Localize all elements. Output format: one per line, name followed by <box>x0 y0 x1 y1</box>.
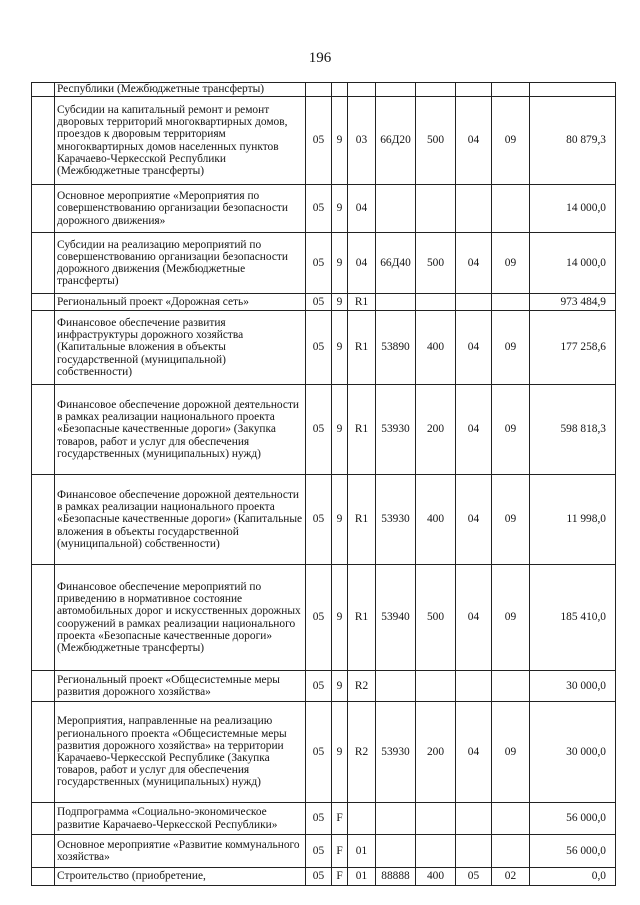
item-name-cell: Подпрограмма «Социально-экономическое развитие Карачаево-Черкесской Республики» <box>55 803 306 835</box>
code-cell <box>456 294 492 311</box>
code-cell: R1 <box>348 565 376 671</box>
code-cell: 04 <box>348 185 376 233</box>
page-number: 196 <box>308 50 332 66</box>
code-cell: 09 <box>492 385 530 475</box>
code-cell: 9 <box>332 565 348 671</box>
code-cell <box>492 294 530 311</box>
code-cell: 05 <box>456 868 492 886</box>
code-cell <box>376 83 416 97</box>
code-cell: 05 <box>306 835 332 868</box>
item-name-cell: Субсидии на капитальный ремонт и ремонт дворовых территорий многоквартирных домов, проездов к дворовым территориям многоквартирных домов населенных пунктов Карачаево-Черкесской Республики (Межбюджетные трансферты) <box>55 97 306 185</box>
code-cell: 09 <box>492 233 530 294</box>
code-cell: 9 <box>332 294 348 311</box>
table-row <box>32 803 616 835</box>
code-cell: 05 <box>306 671 332 702</box>
code-cell: 66Д40 <box>376 233 416 294</box>
code-cell: 05 <box>306 185 332 233</box>
table-row <box>32 311 616 385</box>
code-cell <box>492 185 530 233</box>
code-cell: 9 <box>332 311 348 385</box>
code-cell: 53930 <box>376 702 416 803</box>
code-cell: R1 <box>348 475 376 565</box>
amount-cell: 56 000,0 <box>530 803 616 835</box>
code-cell: 400 <box>416 311 456 385</box>
code-cell: 01 <box>348 868 376 886</box>
code-cell: 05 <box>306 868 332 886</box>
item-name-cell: Субсидии на реализацию мероприятий по совершенствованию организации безопасности дорожного движения (Межбюджетные трансферты) <box>55 233 306 294</box>
amount-cell: 0,0 <box>530 868 616 886</box>
item-name-cell: Основное мероприятие «Мероприятия по совершенствованию организации безопасности дорожного движения» <box>55 185 306 233</box>
code-cell: 500 <box>416 233 456 294</box>
code-cell <box>348 803 376 835</box>
index-cell <box>32 702 55 803</box>
code-cell <box>376 185 416 233</box>
code-cell: R1 <box>348 385 376 475</box>
index-cell <box>32 868 55 886</box>
amount-cell: 177 258,6 <box>530 311 616 385</box>
table-row <box>32 835 616 868</box>
code-cell: R1 <box>348 311 376 385</box>
table-row <box>32 97 616 185</box>
index-cell <box>32 385 55 475</box>
code-cell <box>456 803 492 835</box>
code-cell: 04 <box>456 565 492 671</box>
code-cell: 53930 <box>376 385 416 475</box>
table-row <box>32 671 616 702</box>
code-cell: 05 <box>306 803 332 835</box>
table-row <box>32 233 616 294</box>
code-cell <box>332 83 348 97</box>
code-cell: 09 <box>492 475 530 565</box>
code-cell <box>376 835 416 868</box>
code-cell: 04 <box>456 385 492 475</box>
item-name-cell: Мероприятия, направленные на реализацию регионального проекта «Общесистемные меры развития дорожного хозяйства» на территории Карачаево-Черкесской Республике (Закупка товаров, работ и услуг для обеспечения государственных (муниципальных) нужд) <box>55 702 306 803</box>
code-cell <box>492 835 530 868</box>
table-body <box>32 83 616 886</box>
code-cell: 05 <box>306 294 332 311</box>
code-cell: 9 <box>332 702 348 803</box>
code-cell: 05 <box>306 233 332 294</box>
index-cell <box>32 233 55 294</box>
code-cell: R1 <box>348 294 376 311</box>
item-name-cell: Республики (Межбюджетные трансферты) <box>55 83 306 97</box>
code-cell: 400 <box>416 868 456 886</box>
code-cell: 200 <box>416 702 456 803</box>
code-cell <box>456 185 492 233</box>
code-cell: 04 <box>456 475 492 565</box>
item-name-cell: Региональный проект «Общесистемные меры развития дорожного хозяйства» <box>55 671 306 702</box>
code-cell: 9 <box>332 233 348 294</box>
code-cell: 05 <box>306 475 332 565</box>
index-cell <box>32 565 55 671</box>
amount-cell: 30 000,0 <box>530 702 616 803</box>
table-row <box>32 294 616 311</box>
code-cell: R2 <box>348 702 376 803</box>
amount-cell: 185 410,0 <box>530 565 616 671</box>
item-name-cell: Финансовое обеспечение мероприятий по приведению в нормативное состояние автомобильных дорог и искусственных дорожных сооружений в рамках реализации национального проекта «Безопасные качественные дороги» (Межбюджетные трансферты) <box>55 565 306 671</box>
code-cell: 04 <box>456 233 492 294</box>
code-cell <box>492 671 530 702</box>
code-cell: 66Д20 <box>376 97 416 185</box>
code-cell: 9 <box>332 185 348 233</box>
code-cell: F <box>332 868 348 886</box>
code-cell <box>456 83 492 97</box>
amount-cell: 56 000,0 <box>530 835 616 868</box>
table-row <box>32 702 616 803</box>
code-cell <box>416 803 456 835</box>
item-name-cell: Региональный проект «Дорожная сеть» <box>55 294 306 311</box>
code-cell: 04 <box>348 233 376 294</box>
amount-cell <box>530 83 616 97</box>
code-cell: 09 <box>492 565 530 671</box>
code-cell: 04 <box>456 702 492 803</box>
code-cell: 03 <box>348 97 376 185</box>
code-cell: 9 <box>332 97 348 185</box>
code-cell: 9 <box>332 475 348 565</box>
code-cell <box>416 294 456 311</box>
code-cell <box>416 185 456 233</box>
code-cell: R2 <box>348 671 376 702</box>
amount-cell: 80 879,3 <box>530 97 616 185</box>
code-cell: 09 <box>492 311 530 385</box>
code-cell: 05 <box>306 97 332 185</box>
amount-cell: 973 484,9 <box>530 294 616 311</box>
item-name-cell: Строительство (приобретение, <box>55 868 306 886</box>
code-cell <box>492 803 530 835</box>
index-cell <box>32 294 55 311</box>
item-name-cell: Финансовое обеспечение развития инфраструктуры дорожного хозяйства (Капитальные вложения в объекты государственной (муниципальной) собственности) <box>55 311 306 385</box>
amount-cell: 30 000,0 <box>530 671 616 702</box>
table-row <box>32 475 616 565</box>
code-cell: 500 <box>416 565 456 671</box>
code-cell: 05 <box>306 565 332 671</box>
index-cell <box>32 185 55 233</box>
code-cell: 05 <box>306 385 332 475</box>
code-cell <box>456 835 492 868</box>
amount-cell: 14 000,0 <box>530 185 616 233</box>
table-row <box>32 185 616 233</box>
code-cell: 88888 <box>376 868 416 886</box>
code-cell <box>416 671 456 702</box>
index-cell <box>32 97 55 185</box>
table-row <box>32 385 616 475</box>
code-cell <box>376 671 416 702</box>
code-cell <box>416 835 456 868</box>
amount-cell: 14 000,0 <box>530 233 616 294</box>
code-cell: 09 <box>492 702 530 803</box>
index-cell <box>32 803 55 835</box>
item-name-cell: Финансовое обеспечение дорожной деятельности в рамках реализации национального проекта «Безопасные качественные дороги» (Капитальные вложения в объекты государственной (муниципальной) собственности) <box>55 475 306 565</box>
table-row <box>32 868 616 886</box>
code-cell: 500 <box>416 97 456 185</box>
code-cell: 05 <box>306 311 332 385</box>
code-cell: 04 <box>456 97 492 185</box>
code-cell <box>492 83 530 97</box>
index-cell <box>32 83 55 97</box>
code-cell <box>348 83 376 97</box>
amount-cell: 598 818,3 <box>530 385 616 475</box>
index-cell <box>32 835 55 868</box>
code-cell: F <box>332 803 348 835</box>
table-row <box>32 83 616 97</box>
code-cell: 9 <box>332 385 348 475</box>
index-cell <box>32 311 55 385</box>
table-row <box>32 565 616 671</box>
index-cell <box>32 475 55 565</box>
code-cell: 200 <box>416 385 456 475</box>
code-cell: 02 <box>492 868 530 886</box>
index-cell <box>32 671 55 702</box>
code-cell: 53930 <box>376 475 416 565</box>
item-name-cell: Основное мероприятие «Развитие коммунального хозяйства» <box>55 835 306 868</box>
code-cell <box>376 803 416 835</box>
code-cell: 53940 <box>376 565 416 671</box>
code-cell: 01 <box>348 835 376 868</box>
code-cell: 05 <box>306 702 332 803</box>
code-cell <box>306 83 332 97</box>
amount-cell: 11 998,0 <box>530 475 616 565</box>
code-cell: F <box>332 835 348 868</box>
code-cell: 9 <box>332 671 348 702</box>
item-name-cell: Финансовое обеспечение дорожной деятельности в рамках реализации национального проекта «Безопасные качественные дороги» (Закупка товаров, работ и услуг для обеспечения государственных (муниципальных) нужд) <box>55 385 306 475</box>
code-cell <box>456 671 492 702</box>
code-cell: 400 <box>416 475 456 565</box>
code-cell: 53890 <box>376 311 416 385</box>
budget-table <box>31 82 616 886</box>
code-cell <box>376 294 416 311</box>
code-cell: 04 <box>456 311 492 385</box>
code-cell: 09 <box>492 97 530 185</box>
code-cell <box>416 83 456 97</box>
